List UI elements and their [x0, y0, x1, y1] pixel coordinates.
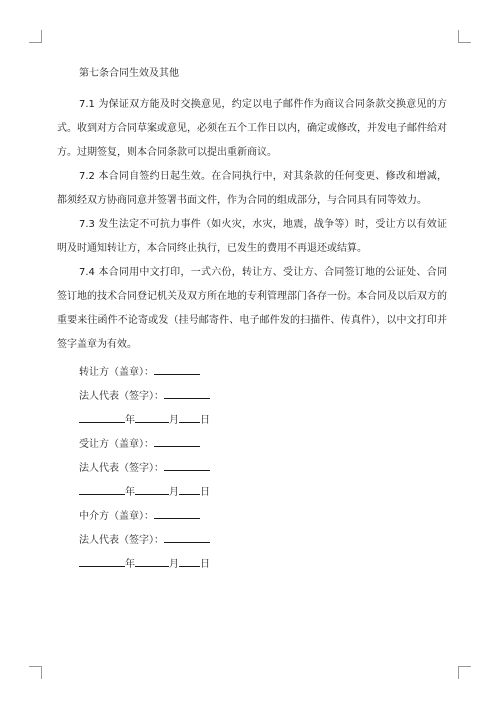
transferor-legal-rep-line	[79, 385, 447, 409]
year-blank	[79, 555, 125, 567]
transferee-seal-line	[79, 433, 447, 457]
clause-7-2: 7.2 本合同自签约日起生效。在合同执行中，对其条款的任何变更、修改和增减，都须经双方协商同意并签署书面文件，作为合同的组成部分，与合同具有同等效力。	[57, 171, 447, 206]
transferor-seal-line	[79, 361, 447, 385]
month-label: 月	[169, 559, 179, 570]
clause-7-3: 7.3 发生法定不可抗力事件（如火灾，水灾，地震，战争等）时，受让方以有效证明及时通知转让方，本合同终止执行，已发生的费用不再退还或结算。	[57, 219, 447, 254]
clause-7-4: 7.4 本合同用中文打印，一式六份，转让方、受让方、合同签订地的公证处、合同签订地的技术合同登记机关及双方所在地的专利管理部门各存一份。本合同及以后双方的重要来往函件不论寄或发（挂号邮寄件、电子邮件发的扫描件、传真件），以中文打印并签字盖章为有效。	[57, 267, 447, 350]
day-label: 日	[200, 415, 210, 426]
intermediary-legal-rep-line	[79, 529, 447, 553]
corner-mark-bottom-left	[29, 666, 42, 679]
intermediary-seal-line	[79, 505, 447, 529]
day-blank	[179, 555, 200, 567]
legal-rep-label: 法人代表（签字）：	[79, 463, 164, 474]
year-blank	[79, 483, 125, 495]
legal-rep-blank	[164, 459, 210, 471]
intermediary-date-line	[79, 553, 447, 577]
transferor-seal-blank	[154, 363, 200, 375]
legal-rep-label: 法人代表（签字）：	[79, 391, 164, 402]
transferee-date-line	[79, 481, 447, 505]
day-blank	[179, 411, 200, 423]
transferor-label: 转让方（盖章）：	[79, 367, 154, 378]
day-blank	[179, 483, 200, 495]
intermediary-label: 中介方（盖章）：	[79, 511, 154, 522]
year-blank	[79, 411, 125, 423]
year-label: 年	[125, 487, 135, 498]
month-blank	[135, 411, 169, 423]
day-label: 日	[200, 487, 210, 498]
document-page	[57, 66, 447, 577]
month-label: 月	[169, 415, 179, 426]
transferee-label: 受让方（盖章）：	[79, 439, 154, 450]
month-blank	[135, 555, 169, 567]
clause-7-1: 7.1 为保证双方能及时交换意见，约定以电子邮件作为商议合同条款交换意见的方式。收到对方合同草案或意见，必须在五个工作日以内，确定或修改，并发电子邮件给对方。过期签复，则本合同条款可以提出重新商议。	[57, 99, 447, 158]
year-label: 年	[125, 415, 135, 426]
article-heading: 第七条合同生效及其他	[79, 68, 179, 79]
month-label: 月	[169, 487, 179, 498]
month-blank	[135, 483, 169, 495]
day-label: 日	[200, 559, 210, 570]
legal-rep-blank	[164, 531, 210, 543]
legal-rep-label: 法人代表（签字）：	[79, 535, 164, 546]
transferee-legal-rep-line	[79, 457, 447, 481]
intermediary-seal-blank	[154, 507, 200, 519]
legal-rep-blank	[164, 387, 210, 399]
transferor-date-line	[79, 409, 447, 433]
corner-mark-bottom-right	[458, 666, 471, 679]
corner-mark-top-right	[458, 30, 471, 43]
corner-mark-top-left	[29, 30, 42, 43]
transferee-seal-blank	[154, 435, 200, 447]
year-label: 年	[125, 559, 135, 570]
